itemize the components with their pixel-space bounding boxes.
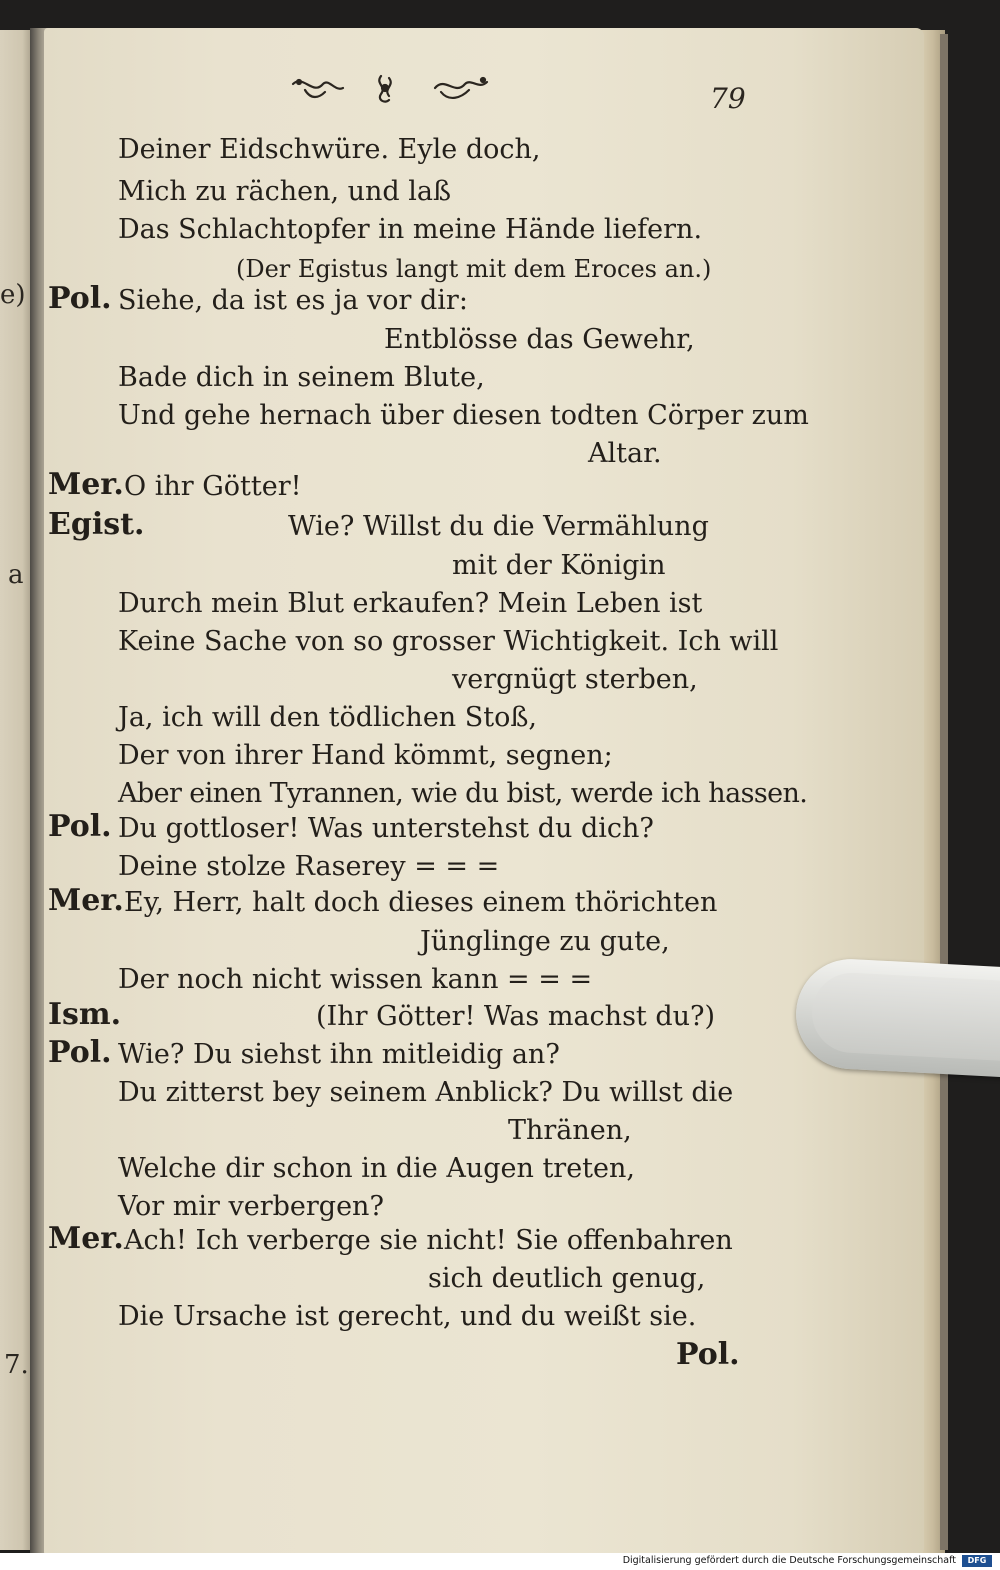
text-line: Altar. (588, 438, 662, 469)
text-line: (Ihr Götter! Was machst du?) (316, 1001, 716, 1032)
speaker-label: Mer. (48, 467, 124, 502)
text-line: Bade dich in seinem Blute, (118, 362, 485, 393)
text-line: Durch mein Blut erkaufen? Mein Leben ist (118, 588, 703, 619)
text-line: Keine Sache von so grosser Wichtigkeit. Ich will (118, 626, 779, 657)
previous-page-edge (0, 30, 32, 1550)
page-number: 79 (710, 82, 746, 115)
footer-credit: Digitalisierung gefördert durch die Deutsche Forschungsgemeinschaft (622, 1555, 956, 1566)
previous-page-fragment: e) (0, 280, 26, 310)
previous-page-fragment: 7. (4, 1350, 29, 1380)
text-line: Mich zu rächen, und laß (118, 176, 452, 207)
text-line: Siehe, da ist es ja vor dir: (118, 285, 468, 316)
page-block-shadow (940, 34, 948, 1550)
speaker-label: Egist. (48, 507, 145, 542)
text-line: mit der Königin (452, 550, 666, 581)
text-line: Deiner Eidschwüre. Eyle doch, (118, 134, 541, 165)
text-line: Die Ursache ist gerecht, und du weißt sie. (118, 1301, 697, 1332)
speaker-label: Mer. (48, 1221, 124, 1256)
page-clip-highlight (810, 971, 1000, 1061)
dfg-logo-icon: DFG (962, 1555, 992, 1567)
text-line: O ihr Götter! (124, 471, 302, 502)
text-line: Ja, ich will den tödlichen Stoß, (118, 702, 537, 733)
text-line: Du zitterst bey seinem Anblick? Du willst die (118, 1077, 734, 1108)
speaker-label: Pol. (48, 809, 112, 844)
speaker-label: Pol. (48, 281, 112, 316)
speaker-label: Mer. (48, 883, 124, 918)
text-line: Welche dir schon in die Augen treten, (118, 1153, 635, 1184)
text-line: Jünglinge zu gute, (420, 926, 670, 957)
text-line: Der von ihrer Hand kömmt, segnen; (118, 740, 613, 771)
text-line: Aber einen Tyrannen, wie du bist, werde ich hassen. (118, 778, 808, 809)
text-line: Wie? Willst du die Vermählung (288, 511, 709, 542)
speaker-label: Ism. (48, 997, 122, 1032)
catchword: Pol. (676, 1337, 740, 1372)
stage-direction: (Der Egistus langt mit dem Eroces an.) (236, 255, 712, 283)
text-line: Deine stolze Raserey = = = (118, 851, 500, 882)
text-line: Wie? Du siehst ihn mitleidig an? (118, 1039, 560, 1070)
header-ornament-icon (285, 70, 495, 110)
text-line: Der noch nicht wissen kann = = = (118, 964, 593, 995)
text-line: Thränen, (508, 1115, 632, 1146)
text-line: Das Schlachtopfer in meine Hände liefern. (118, 214, 703, 245)
previous-page-fragment: a (8, 560, 24, 590)
speaker-label: Pol. (48, 1035, 112, 1070)
text-line: Entblösse das Gewehr, (384, 324, 695, 355)
text-line: Ey, Herr, halt doch dieses einem thörichten (124, 887, 718, 918)
text-line: Du gottloser! Was unterstehst du dich? (118, 813, 654, 844)
text-line: Und gehe hernach über diesen todten Cörper zum (118, 400, 809, 431)
text-line: Ach! Ich verberge sie nicht! Sie offenbahren (124, 1225, 733, 1256)
text-line: sich deutlich genug, (428, 1263, 706, 1294)
text-line: vergnügt sterben, (452, 664, 698, 695)
text-line: Vor mir verbergen? (118, 1191, 384, 1222)
